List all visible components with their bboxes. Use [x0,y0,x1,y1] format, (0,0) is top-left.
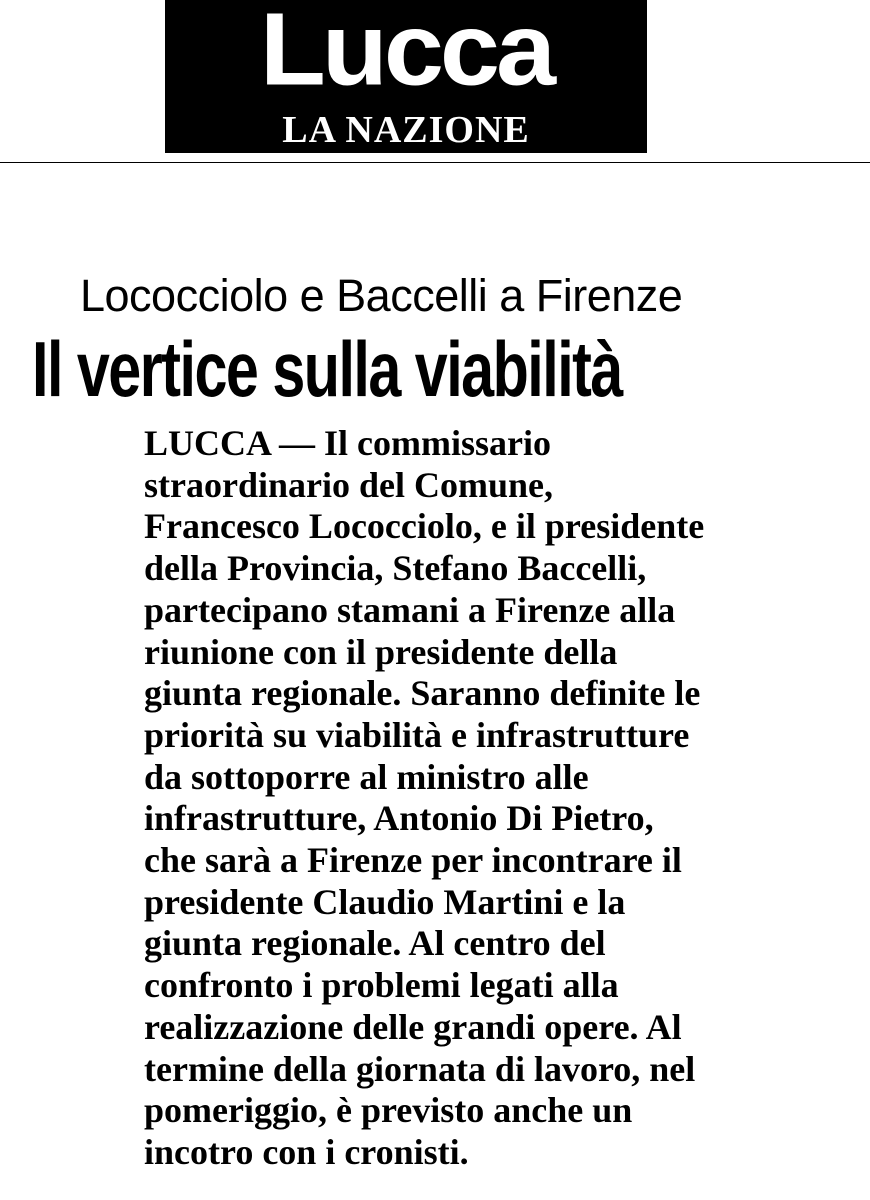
body-line: realizzazione delle grandi opere. Al [144,1006,682,1047]
body-line: giunta regionale. Al centro del [144,923,606,964]
masthead-subtitle: LA NAZIONE [282,109,530,151]
body-line: incotro con i cronisti. [144,1131,469,1172]
article-headline: Il vertice sulla viabilità [32,325,622,413]
body-line: della Provincia, Stefano Baccelli, [144,548,647,589]
header-divider [0,162,870,163]
body-line: giunta regionale. Saranno definite le [144,673,701,714]
body-line: termine della giornata di lavoro, nel [144,1048,696,1089]
body-line: partecipano stamani a Firenze alla [144,589,676,630]
body-line: straordinario del Comune, [144,464,553,505]
body-line: priorità su viabilità e infrastrutture [144,714,690,755]
body-line: che sarà a Firenze per incontrare il [144,840,682,881]
masthead [165,0,647,153]
body-line: infrastrutture, Antonio Di Pietro, [144,798,654,839]
body-line: LUCCA — Il commissario [144,423,551,463]
body-line: riunione con il presidente della [144,631,618,672]
body-line: pomeriggio, è previsto anche un [144,1090,633,1131]
article-kicker: Lococciolo e Baccelli a Firenze [80,270,683,321]
body-line: da sottoporre al ministro alle [144,756,589,797]
body-line: presidente Claudio Martini e la [144,881,626,922]
masthead-title: Lucca [259,0,553,107]
body-line: confronto i problemi legati alla [144,965,619,1006]
body-line: Francesco Lococciolo, e il presidente [144,506,705,547]
article-body [144,423,804,1174]
